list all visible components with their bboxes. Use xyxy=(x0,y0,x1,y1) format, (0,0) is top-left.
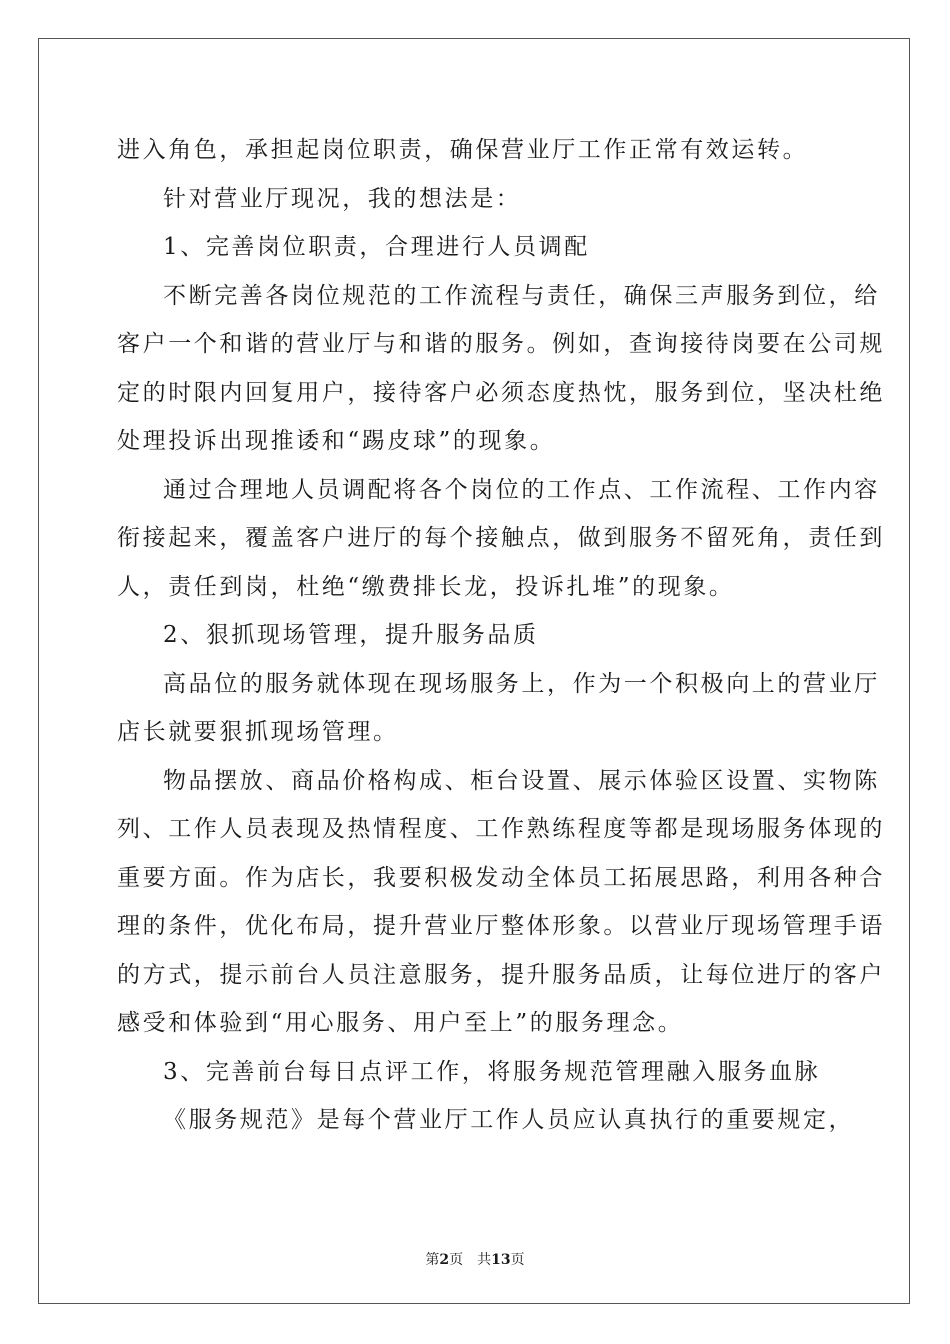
document-body xyxy=(117,126,885,1145)
section-heading: 3、完善前台每日点评工作，将服务规范管理融入服务血脉 xyxy=(163,1058,821,1085)
current-page-number: 2 xyxy=(439,1252,450,1268)
text-line: 不断完善各岗位规范的工作流程与责任，确保三声服务到位，给 xyxy=(163,282,880,309)
page-footer xyxy=(0,1249,950,1269)
footer-total-prefix: 共 xyxy=(477,1252,492,1268)
footer-total-suffix: 页 xyxy=(510,1252,525,1268)
text-line: 物品摆放、商品价格构成、柜台设置、展示体验区设置、实物陈 xyxy=(163,767,880,794)
text-line: 理的条件，优化布局，提升营业厅整体形象。以营业厅现场管理手语 xyxy=(117,913,885,939)
text-line: 列、工作人员表现及热情程度、工作熟练程度等都是现场服务体现的 xyxy=(117,816,885,842)
text-line: 感受和体验到“用心服务、用户至上”的服务理念。 xyxy=(117,1010,684,1036)
footer-page-suffix: 页 xyxy=(449,1252,464,1268)
text-line: 的方式，提示前台人员注意服务，提升服务品质，让每位进厅的客户 xyxy=(117,961,885,988)
text-line: 衔接起来，覆盖客户进厅的每个接触点，做到服务不留死角，责任到 xyxy=(117,525,885,551)
text-line: 通过合理地人员调配将各个岗位的工作点、工作流程、工作内容 xyxy=(163,476,880,503)
section-heading: 2、狠抓现场管理，提升服务品质 xyxy=(163,622,539,648)
text-line: 针对营业厅现况，我的想法是： xyxy=(163,185,522,212)
total-page-count: 13 xyxy=(491,1252,511,1268)
text-line: 人，责任到岗，杜绝“缴费排长龙，投诉扎堆”的现象。 xyxy=(117,573,735,600)
text-line: 处理投诉出现推诿和“踢皮球”的现象。 xyxy=(117,428,556,454)
text-line: 高品位的服务就体现在现场服务上，作为一个积极向上的营业厅 xyxy=(163,670,880,697)
text-line: 《服务规范》是每个营业厅工作人员应认真执行的重要规定， xyxy=(163,1107,855,1133)
text-line: 重要方面。作为店长，我要积极发动全体员工拓展思路，利用各种合 xyxy=(117,864,885,891)
text-line: 客户一个和谐的营业厅与和谐的服务。例如，查询接待岗要在公司规 xyxy=(117,331,885,357)
section-heading: 1、完善岗位职责，合理进行人员调配 xyxy=(163,234,590,260)
footer-prefix: 第 xyxy=(425,1252,440,1268)
text-line: 定的时限内回复用户，接待客户必须态度热忱，服务到位，坚决杜绝 xyxy=(117,379,885,406)
text-line: 店长就要狠抓现场管理。 xyxy=(117,719,399,745)
text-line: 进入角色，承担起岗位职责，确保营业厅工作正常有效运转。 xyxy=(117,137,809,163)
